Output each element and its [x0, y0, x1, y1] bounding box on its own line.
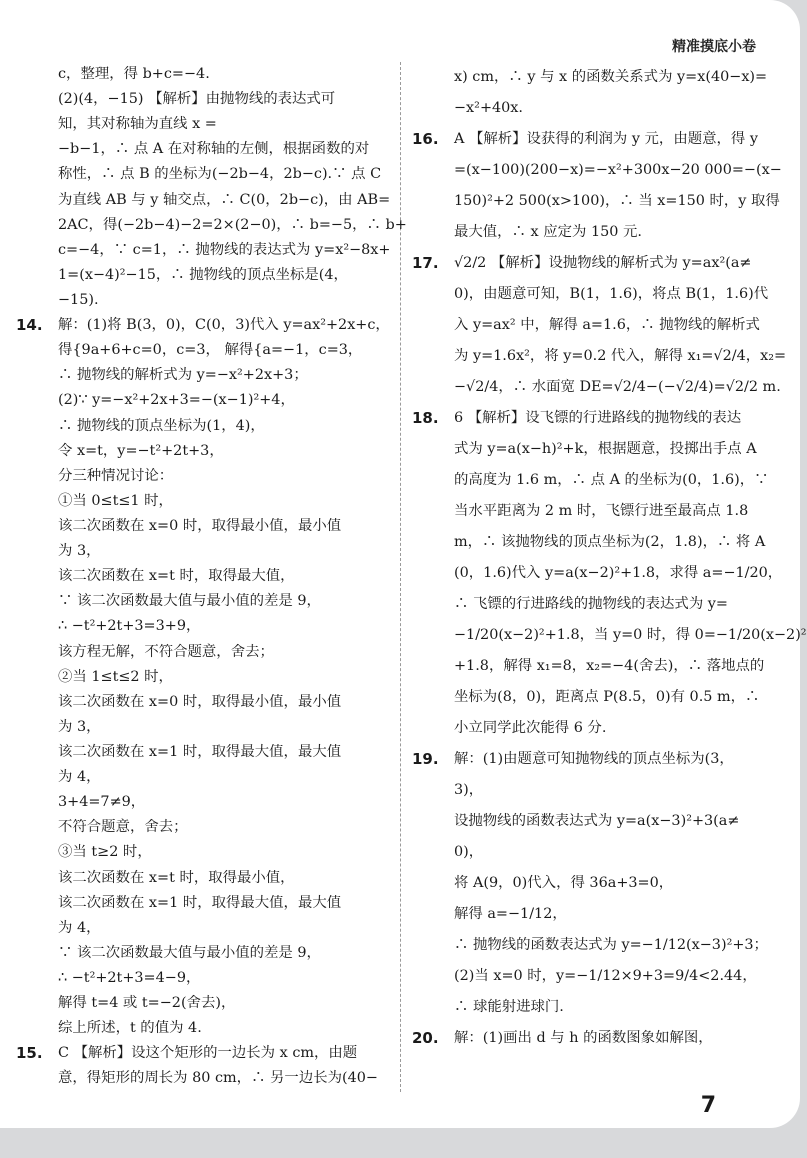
answer-text: √2/2 【解析】设抛物线的解析式为 y=ax²(a≠: [454, 255, 752, 271]
answer-line: ②当 1≤t≤2 时，: [58, 668, 173, 685]
question-number: 14.: [16, 316, 43, 335]
page-number: 7: [700, 1093, 716, 1118]
answer-line: 为 4，: [58, 769, 101, 786]
answer-line: 得{9a+6+c=0，c=3， 解得{a=−1，c=3，: [58, 342, 363, 359]
answer-line: ∴ 抛物线的函数表达式为 y=−1/12(x−3)²+3；: [454, 937, 768, 953]
answer-line: +1.8，解得 x₁=8，x₂=−4(舍去)，∴ 落地点的: [454, 658, 765, 674]
answer-line: c，整理，得 b+c=−4.: [58, 66, 210, 82]
answer-text: 解：(1)画出 d 与 h 的函数图象如解图，: [454, 1030, 713, 1046]
answer-line: 不符合题意，舍去；: [58, 819, 188, 836]
answer-line: 为直线 AB 与 y 轴交点，∴ C(0，2b−c)，由 AB=: [58, 191, 391, 208]
answer-line: ③当 t≥2 时，: [58, 844, 152, 861]
answer-text: A 【解析】设获得的利润为 y 元，由题意，得 y: [454, 131, 758, 147]
answer-line: −√2/4，∴ 水面宽 DE=√2/4−(−√2/4)=√2/2 m.: [454, 379, 781, 395]
answer-line: ∵ 该二次函数最大值与最小值的差是 9，: [58, 944, 321, 961]
answer-line: ∴ −t²+2t+3=4−9，: [58, 969, 201, 986]
answer-line: (2)(4，−15) 【解析】由抛物线的表达式可: [58, 91, 336, 108]
answer-line: [412, 744, 746, 775]
answer-line: 分三种情况讨论：: [58, 467, 174, 484]
answer-line: (2)当 x=0 时，y=−1/12×9+3=9/4<2.44，: [454, 968, 757, 984]
answer-line: 式为 y=a(x−h)²+k，根据题意，投掷出手点 A: [454, 441, 757, 457]
answer-line: −b−1，∴ 点 A 在对称轴的左侧，根据函数的对: [58, 141, 370, 158]
question-number: 20.: [412, 1029, 439, 1047]
answer-line: 该二次函数在 x=t 时，取得最大值，: [58, 568, 295, 585]
left-column: [16, 62, 407, 1091]
answer-line: 令 x=t，y=−t²+2t+3，: [58, 442, 224, 459]
question-number: 18.: [412, 409, 439, 427]
page-header-title: 精准摸底小卷: [672, 39, 756, 55]
answer-line: 该二次函数在 x=0 时，取得最小值，最小值: [58, 693, 342, 710]
answer-line: 该方程无解，不符合题意，舍去；: [58, 643, 274, 660]
answer-line: 最大值，∴ x 应定为 150 元.: [454, 224, 642, 240]
answer-line: ∵ 该二次函数最大值与最小值的差是 9，: [58, 593, 321, 610]
answer-line: 入 y=ax² 中，解得 a=1.6，∴ 抛物线的解析式: [454, 317, 760, 333]
answer-line: ∴ 飞镖的行进路线的抛物线的表达式为 y=: [454, 596, 728, 612]
answer-line: m，∴ 该抛物线的顶点坐标为(2，1.8)，∴ 将 A: [454, 534, 766, 550]
answer-text: 6 【解析】设飞镖的行进路线的抛物线的表达: [454, 410, 742, 426]
answer-line: 为 4，: [58, 919, 101, 936]
answer-line: (2)∵ y=−x²+2x+3=−(x−1)²+4，: [58, 392, 295, 409]
answer-line: 该二次函数在 x=t 时，取得最小值，: [58, 869, 295, 886]
answer-line: 的高度为 1.6 m，∴ 点 A 的坐标为(0，1.6)，∵: [454, 472, 769, 488]
answer-line: 解得 t=4 或 t=−2(舍去)，: [58, 995, 236, 1012]
answer-line: =(x−100)(200−x)=−x²+300x−20 000=−(x−: [454, 162, 782, 178]
answer-line: [412, 248, 752, 279]
answer-line: 称性，∴ 点 B 的坐标为(−2b−4，2b−c).∵ 点 C: [58, 166, 382, 183]
answer-line: 知，其对称轴为直线 x =: [58, 116, 217, 133]
question-number: 15.: [16, 1044, 43, 1063]
answer-line: 当水平距离为 2 m 时，飞镖行进至最高点 1.8: [454, 503, 749, 519]
answer-line: c=−4，∵ c=1，∴ 抛物线的表达式为 y=x²−8x+: [58, 241, 391, 258]
question-number: 17.: [412, 254, 439, 272]
answer-line: 坐标为(8，0)，距离点 P(8.5，0)有 0.5 m，∴: [454, 689, 760, 705]
question-number: 16.: [412, 130, 439, 148]
answer-text: 解：(1)将 B(3，0)，C(0，3)代入 y=ax²+2x+c，: [58, 317, 390, 334]
answer-line: ∴ 球能射进球门.: [454, 999, 564, 1015]
answer-line: 为 3，: [58, 718, 101, 735]
answer-line: ∴ 抛物线的解析式为 y=−x²+2x+3；: [58, 367, 308, 384]
answer-line: 将 A(9，0)代入，得 36a+3=0，: [454, 875, 674, 891]
answer-line: [16, 1041, 390, 1066]
answer-line: 解得 a=−1/12，: [454, 906, 567, 922]
answer-line: ①当 0≤t≤1 时，: [58, 492, 173, 509]
answer-line: [412, 403, 746, 434]
answer-text: C 【解析】设这个矩形的一边长为 x cm，由题: [58, 1045, 358, 1062]
answer-line: 该二次函数在 x=1 时，取得最大值，最大值: [58, 894, 342, 911]
answer-line: 意，得矩形的周长为 80 cm，∴ 另一边长为(40−: [58, 1070, 378, 1087]
answer-line: −1/20(x−2)²+1.8，当 y=0 时，得 0=−1/20(x−2)²: [454, 627, 807, 643]
answer-line: [412, 1023, 746, 1054]
answer-line: ∴ −t²+2t+3=3+9，: [58, 618, 201, 635]
answer-line: 设抛物线的函数表达式为 y=a(x−3)²+3(a≠: [454, 813, 740, 829]
answer-line: 该二次函数在 x=1 时，取得最大值，最大值: [58, 743, 342, 760]
answer-line: 综上所述，t 的值为 4.: [58, 1020, 202, 1037]
answer-line: 2AC，得(−2b−4)−2=2×(2−0)，∴ b=−5，∴ b+: [58, 216, 407, 233]
answer-line: 小立同学此次能得 6 分.: [454, 720, 607, 736]
answer-line: 3)，: [454, 782, 484, 798]
answer-line: 该二次函数在 x=0 时，取得最小值，最小值: [58, 517, 342, 534]
answer-text: 解：(1)由题意可知抛物线的顶点坐标为(3，: [454, 751, 734, 767]
answer-line: [412, 124, 758, 155]
answer-line: 150)²+2 500(x>100)，∴ 当 x=150 时，y 取得: [454, 193, 780, 209]
question-number: 19.: [412, 750, 439, 768]
right-column: [412, 62, 807, 1054]
answer-line: 为 y=1.6x²，将 y=0.2 代入，解得 x₁=√2/4，x₂=: [454, 348, 787, 364]
answer-line: (0，1.6)代入 y=a(x−2)²+1.8，求得 a=−1/20，: [454, 565, 783, 581]
answer-line: ∴ 抛物线的顶点坐标为(1，4)，: [58, 417, 265, 434]
answer-line: −15).: [58, 291, 99, 308]
answer-line: 为 3，: [58, 543, 101, 560]
answer-line: 0)，由题意可知，B(1，1.6)，将点 B(1，1.6)代: [454, 286, 769, 302]
answer-line: [16, 313, 390, 338]
answer-line: 0)，: [454, 844, 484, 860]
answer-line: x) cm，∴ y 与 x 的函数关系式为 y=x(40−x)=: [454, 69, 768, 85]
answer-line: 3+4=7≠9，: [58, 794, 146, 811]
answer-line: −x²+40x.: [454, 100, 524, 116]
answer-line: 1=(x−4)²−15，∴ 抛物线的顶点坐标是(4，: [58, 266, 348, 283]
